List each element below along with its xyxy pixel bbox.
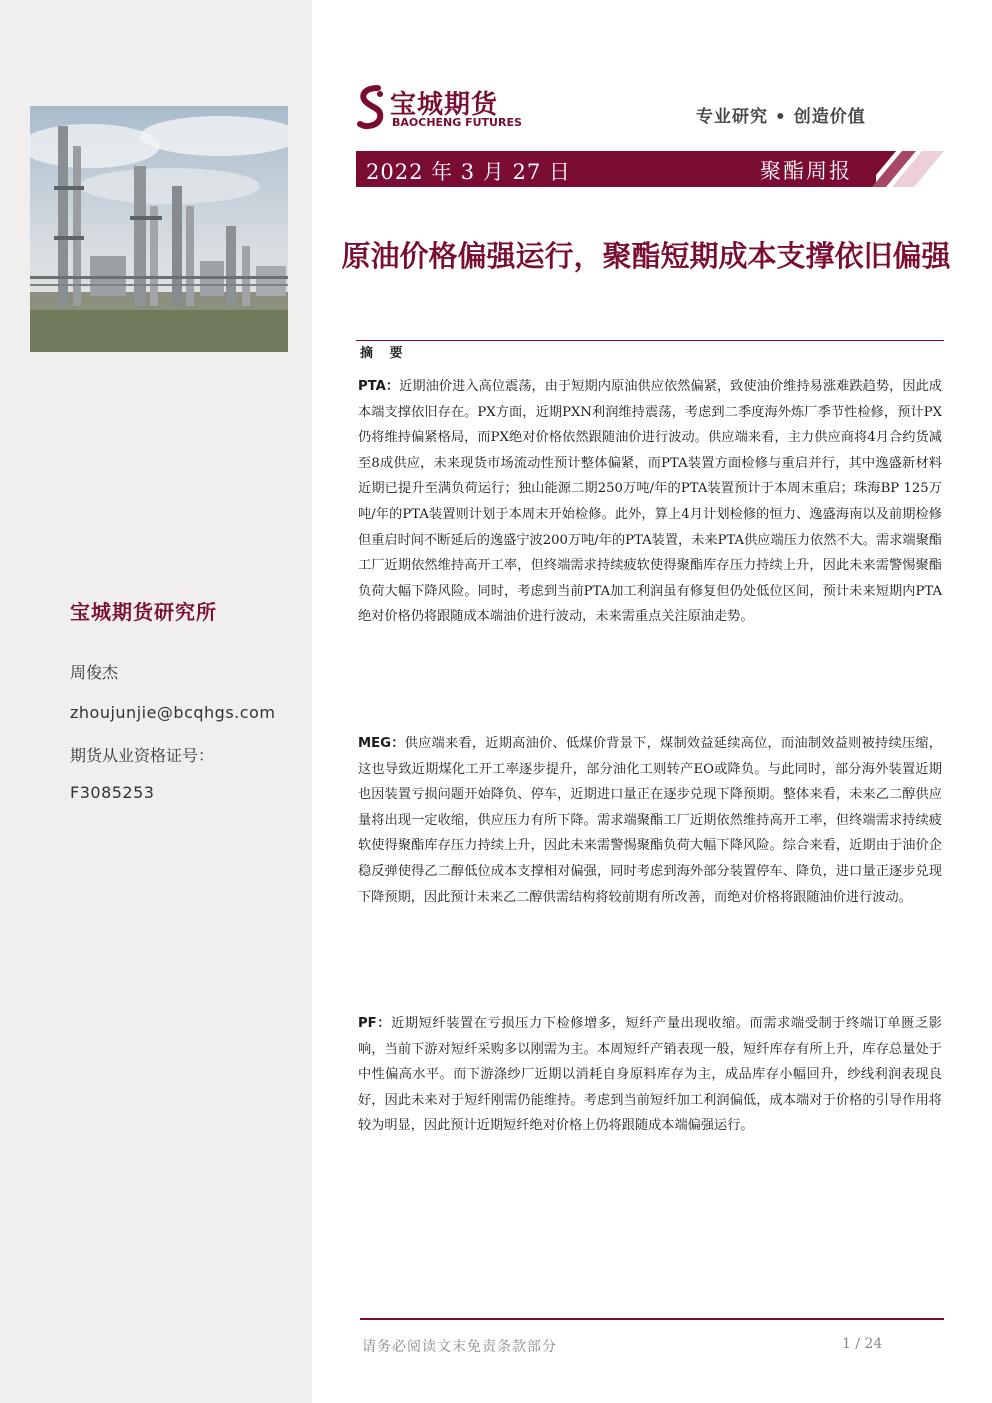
- author-name: 周俊杰: [70, 663, 119, 682]
- author-email[interactable]: zhoujunjie@bcqhgs.com: [70, 703, 276, 722]
- banner-stripes: [846, 151, 946, 187]
- refinery-photo: [30, 106, 288, 352]
- refinery-image: [30, 106, 288, 352]
- section-tag: MEG：: [358, 736, 405, 751]
- institution-name: 宝城期货研究所: [70, 600, 217, 624]
- logo-text-cn: 宝城期货: [390, 90, 499, 120]
- section-pta: [358, 374, 942, 630]
- date-banner: [356, 151, 944, 187]
- cert-number: F3085253: [70, 783, 155, 802]
- section-text: 供应端来看，近期高油价、低煤价背景下，煤制效益延续高位，而油制效益则被持续压缩，这也导致近期煤化工开工率逐步提升，部分油化工则转产EO或降负。与此同时，部分海外装置近期也因装置亏损问题开始降负、停车，近期进口量正在逐步兑现下降预期。整体来看，未来乙二醇供应量将出现一定收缩，供应压力有所下降。需求端聚酯工厂近期依然维持高开工率，但终端需求持续疲软使得聚酯库存压力持续上升，因此未来需警惕聚酯负荷大幅下降风险。综合来看，近期由于油价企稳反弹使得乙二醇低位成本支撑相对偏强，同时考虑到海外部分装置停车、降负，进口量正逐步兑现下降预期，因此预计未来乙二醇供需结构将较前期有所改善，而绝对价格将跟随油价进行波动。: [358, 736, 942, 905]
- section-tag: PF：: [358, 1016, 392, 1031]
- page-number: 1 / 24: [842, 1336, 883, 1352]
- footer-divider: [360, 1318, 944, 1320]
- sidebar: [0, 0, 312, 1403]
- cert-label: 期货从业资格证号：: [70, 746, 215, 765]
- footer-disclaimer: 请务必阅读文末免责条款部分: [362, 1339, 557, 1355]
- report-title: 原油价格偏强运行，聚酯短期成本支撑依旧偏强: [341, 239, 951, 273]
- section-text: 近期油价进入高位震荡，由于短期内原油供应依然偏紧，致使油价维持易涨难跌趋势，因此成本端支撑依旧存在。PX方面，近期PXN利润维持震荡，考虑到二季度海外炼厂季节性检修，预计PX仍将维持偏紧格局，而PX绝对价格依然跟随油价进行波动。供应端来看，主力供应商将4月合约货减至8成供应，未来现货市场流动性预计整体偏紧，而PTA装置方面检修与重启并行，其中逸盛新材料近期已提升至满负荷运行；独山能源二期250万吨/年的PTA装置预计于本周末重启；珠海BP 125万吨/年的PTA装置则计划于本周末开始检修。此外，算上4月计划检修的恒力、逸盛海南以及前期检修但重启时间不断延后的逸盛宁波200万吨/年的PTA装置，未来PTA供应端压力依然不大。需求端聚酯工厂近期依然维持高开工率，但终端需求持续疲软使得聚酯库存压力持续上升，因此未来需警惕聚酯负荷大幅下降风险。同时，考虑到当前PTA加工利润虽有修复但仍处低位区间，预计未来短期内PTA绝对价格仍将跟随成本端油价进行波动，未来需重点关注原油走势。: [358, 379, 942, 625]
- section-tag: PTA：: [358, 379, 400, 394]
- company-logo: [356, 84, 536, 132]
- title-divider: [356, 340, 944, 341]
- logo-text-en: BAOCHENG FUTURES: [392, 116, 522, 129]
- report-date: 2022 年 3 月 27 日: [366, 160, 571, 184]
- logo-icon: [356, 84, 388, 130]
- section-pf: [358, 1011, 942, 1139]
- slogan: 专业研究 • 创造价值: [696, 107, 866, 127]
- report-type: 聚酯周报: [760, 159, 852, 183]
- section-meg: [358, 731, 942, 910]
- abstract-label: 摘 要: [360, 346, 409, 361]
- section-text: 近期短纤装置在亏损压力下检修增多，短纤产量出现收缩。而需求端受制于终端订单匮乏影响，当前下游对短纤采购多以刚需为主。本周短纤产销表现一般，短纤库存有所上升，库存总量处于中性偏高水平。而下游涤纱厂近期以消耗自身原料库存为主，成品库存小幅回升，纱线利润表现良好，因此未来对于短纤刚需仍能维持。考虑到当前短纤加工利润偏低，成本端对于价格的引导作用将较为明显，因此预计近期短纤绝对价格上仍将跟随成本端偏强运行。: [358, 1016, 942, 1134]
